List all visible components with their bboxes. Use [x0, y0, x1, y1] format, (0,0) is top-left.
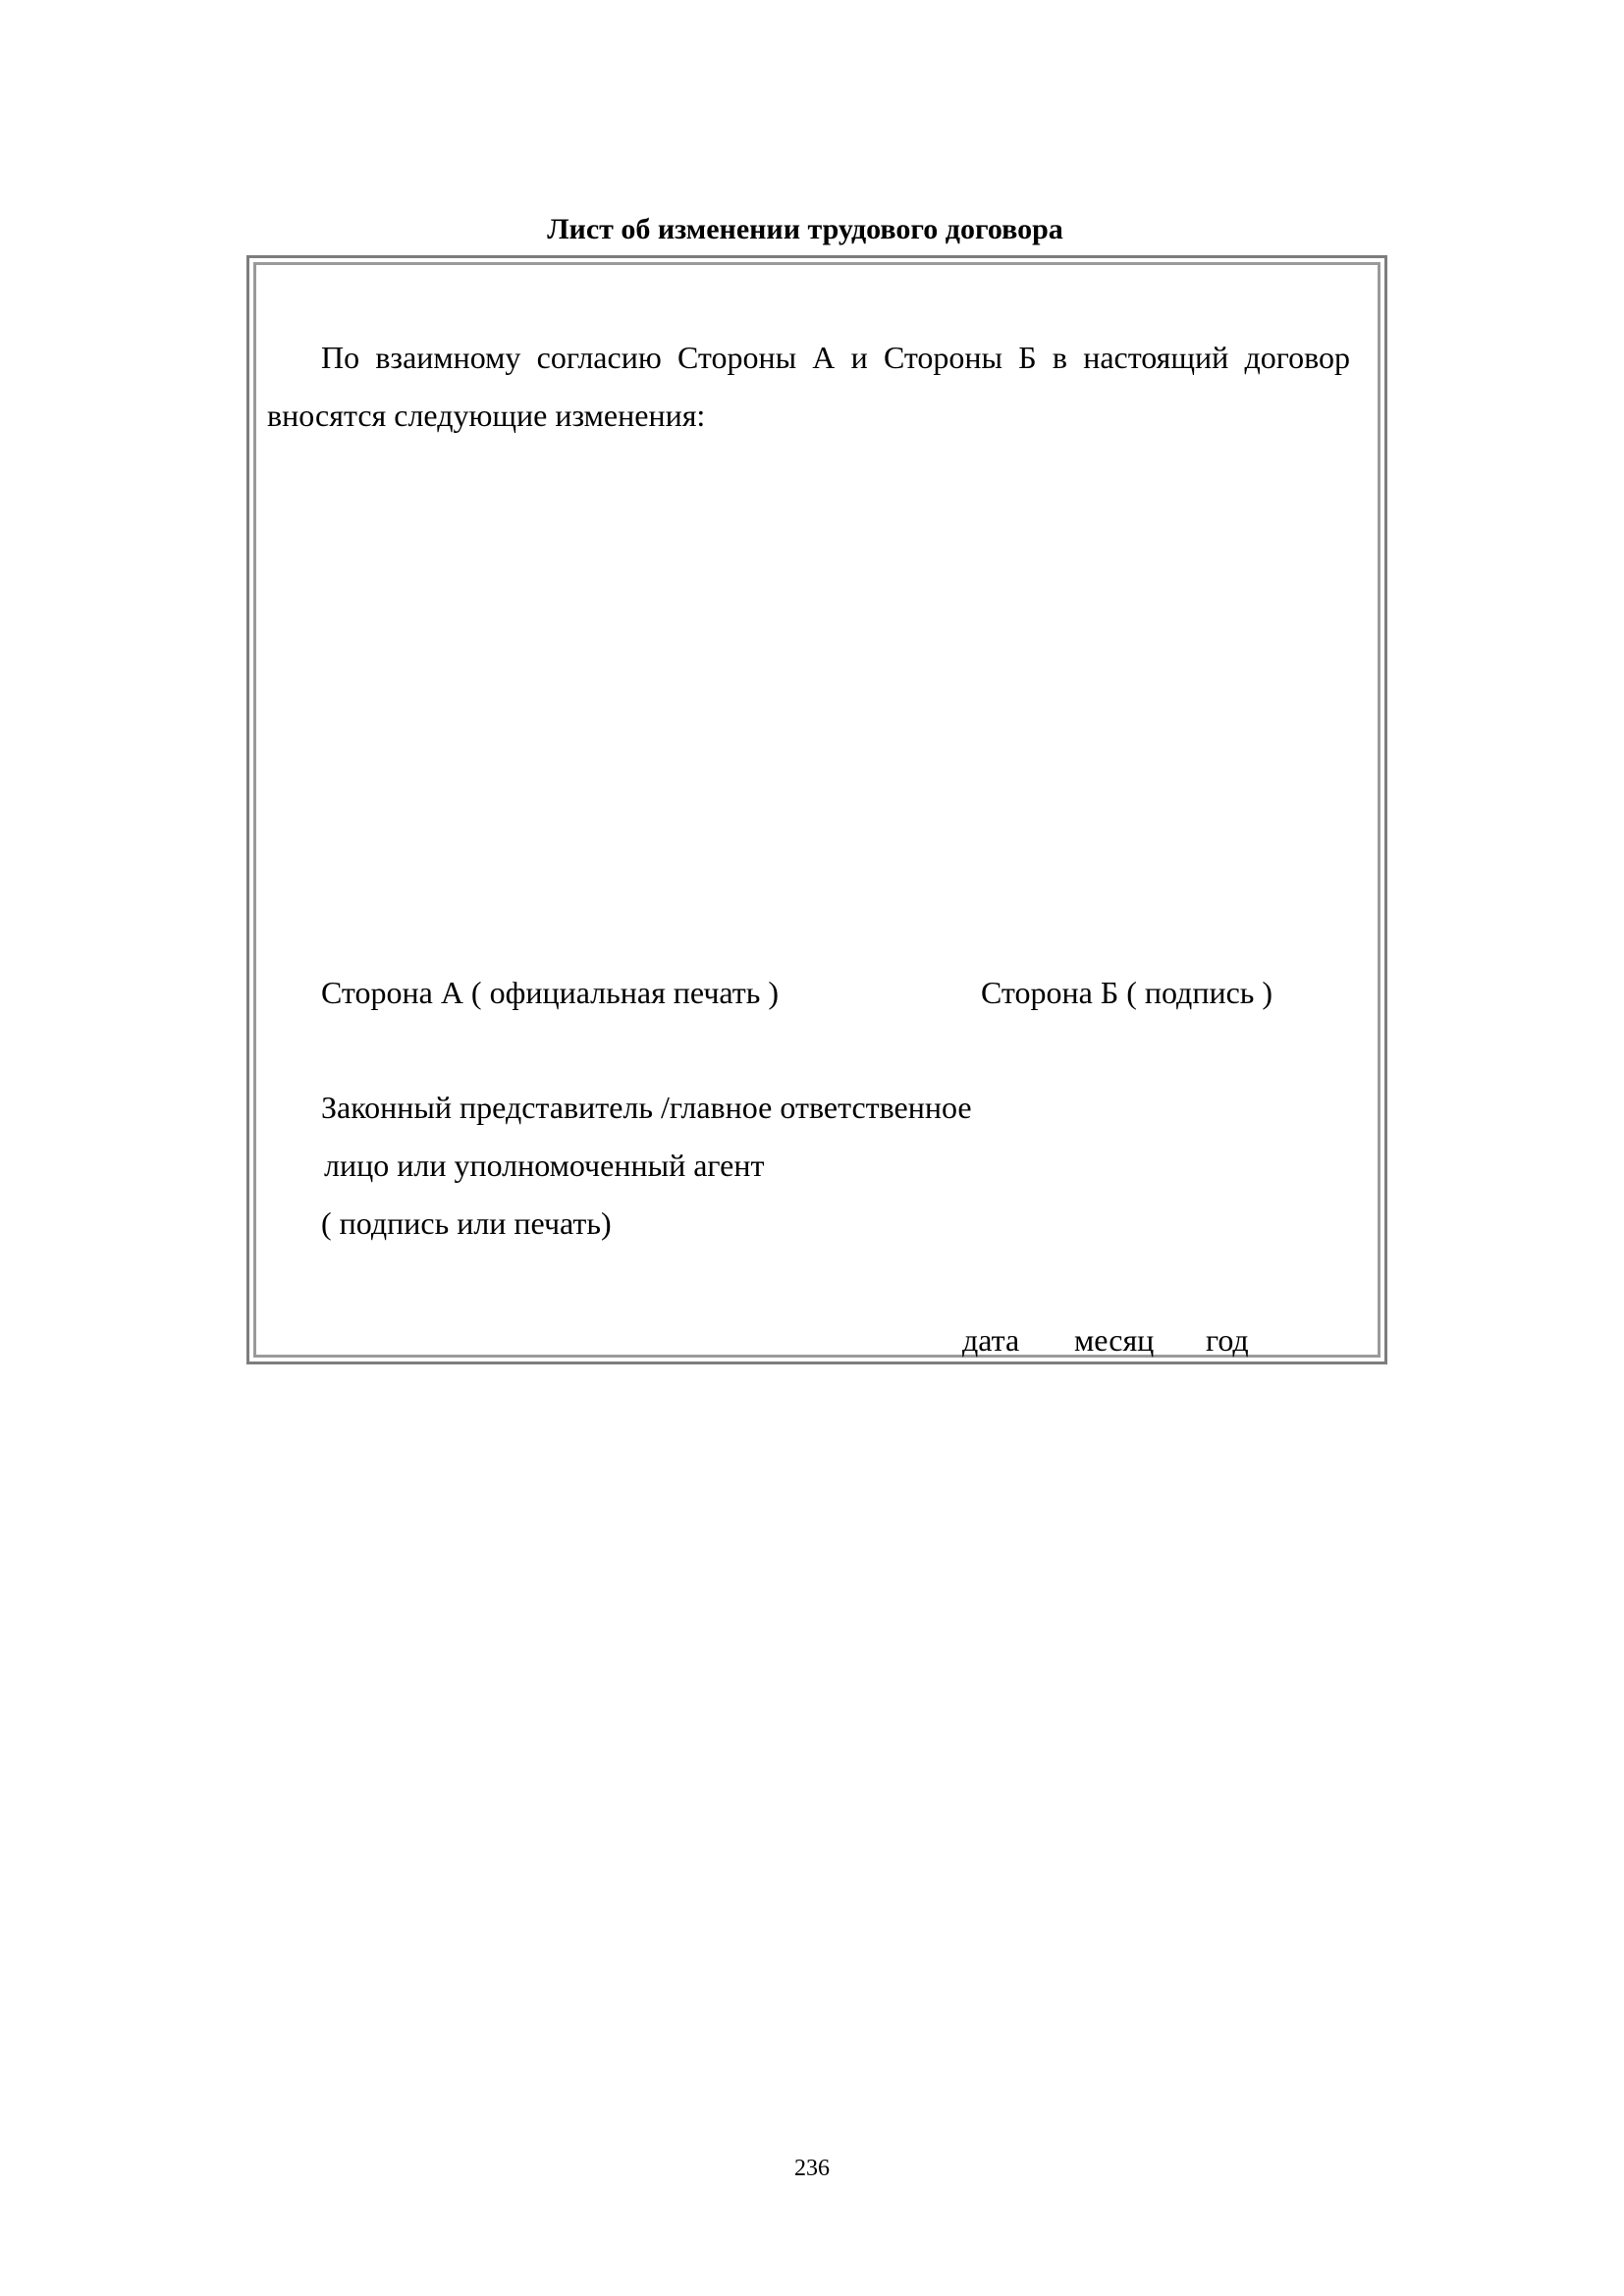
date-year-label: год: [1206, 1322, 1249, 1358]
representative-label-line-3: ( подпись или печать): [321, 1205, 612, 1241]
intro-text-line-2: вносятся следующие изменения:: [267, 398, 706, 433]
party-a-signature-label: Сторона А ( официальная печать ): [321, 975, 780, 1010]
date-month-label: месяц: [1074, 1322, 1155, 1358]
intro-text-line-1: По взаимному согласию Стороны А и Стороны Б в настоящий договор: [321, 340, 1350, 375]
date-day-label: дата: [962, 1322, 1020, 1358]
representative-label-line-2: лицо или уполномоченный агент: [324, 1148, 765, 1183]
party-b-signature-label: Сторона Б ( подпись ): [981, 975, 1273, 1010]
representative-label-line-1: Законный представитель /главное ответственное: [321, 1090, 972, 1125]
page-number: 236: [794, 2156, 830, 2181]
page-title: Лист об изменении трудового договора: [547, 213, 1063, 245]
